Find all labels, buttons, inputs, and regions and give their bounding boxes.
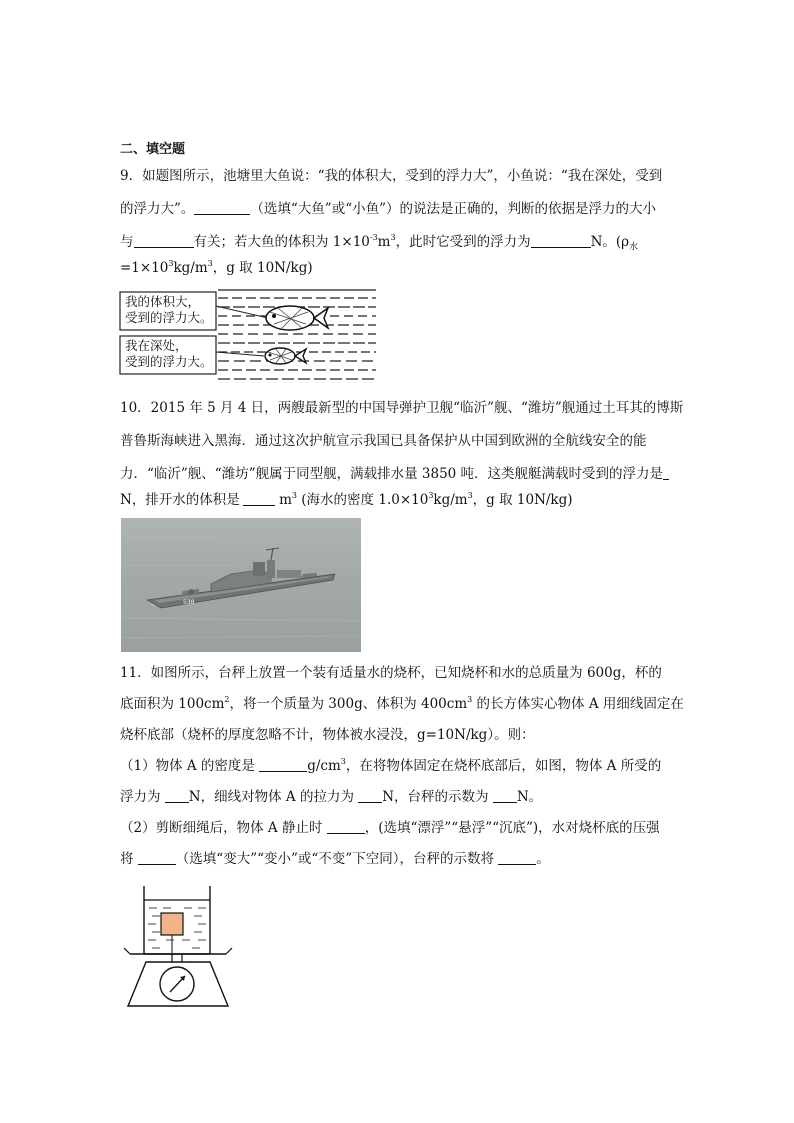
- q11-blank-7[interactable]: [498, 850, 536, 865]
- q9-blank-1[interactable]: [194, 200, 250, 215]
- big-fish-speech: 我的体积大， 受到的浮力大。: [125, 294, 213, 325]
- q10-line-3: 力．“临沂”舰、“潍坊”舰属于同型舰，满载排水量 3850 吨．这类舰艇满载时受到的浮力是: [120, 464, 669, 484]
- object-a: [161, 913, 183, 935]
- q9-line-2: 的浮力大”。 （选填“大鱼”或“小鱼”）的说法是正确的，判断的依据是浮力的大小: [120, 201, 657, 217]
- warship-photo: [121, 518, 361, 652]
- q10-blank-1[interactable]: [663, 465, 669, 480]
- fish-pond-figure: [118, 286, 380, 386]
- small-fish-icon: [265, 348, 306, 364]
- q11-line-5: 浮力为 N，细线对物体 A 的拉力为 N，台秤的示数为 N。: [120, 789, 543, 805]
- q10-line-2: 普鲁斯海峡进入黑海．通过这次护航宣示我国已具备保护从中国到欧洲的全航线安全的能: [120, 433, 647, 449]
- q10-line-4: N，排开水的体积是 $m^3$ (海水的密度 $1.0\times 10^3kg/m^3$，g 取 10N/kg): [120, 491, 573, 508]
- q11-line-7: 将 （选填“变大”“变小”或“不变”下空同），台秤的示数将 。: [120, 851, 550, 867]
- q11-line-2: 底面积为 $100cm^2$，将一个质量为 300g、体积为 $400cm^3$ 的长方体实心物体 A 用细线固定在: [120, 695, 684, 712]
- q10-line-1: 10．2015 年 5 月 4 日，两艘最新型的中国导弹护卫舰“临沂”舰、“潍坊”舰通过土耳其的博斯: [120, 400, 684, 416]
- q11-blank-5[interactable]: [327, 819, 365, 834]
- q11-blank-6[interactable]: [138, 850, 176, 865]
- section-heading: 二、填空题: [120, 142, 186, 157]
- big-fish-icon: [266, 306, 328, 330]
- q11-blank-2[interactable]: [165, 788, 189, 803]
- scale-beaker-figure: [122, 882, 234, 1010]
- q11-line-6: （2）剪断细绳后，物体 A 静止时 ，(选填“漂浮”“悬浮”“沉底”)，水对烧杯底的压强: [120, 820, 660, 836]
- q9-blank-3[interactable]: [531, 233, 591, 248]
- small-fish-speech: 我在深处， 受到的浮力大。: [125, 338, 213, 369]
- q9-blank-2[interactable]: [134, 233, 194, 248]
- q11-blank-1[interactable]: [259, 757, 307, 772]
- q9-line-4: $=1\times 10^3kg/m^3$，g 取 10N/kg): [120, 259, 313, 276]
- q10-blank-2[interactable]: [243, 491, 275, 506]
- q11-line-3: 烧杯底部（烧杯的厚度忽略不计，物体被水浸没，g=10N/kg）。则：: [120, 727, 535, 743]
- q11-blank-3[interactable]: [358, 788, 382, 803]
- q11-line-4: （1）物体 A 的密度是 $g/cm^3$，在将物体固定在烧杯底部后，如图，物体 A 所受的: [120, 757, 662, 774]
- q11-line-1: 11．如图所示，台秤上放置一个装有适量水的烧杯，已知烧杯和水的总质量为 600g，杯的: [120, 665, 662, 681]
- q9-line-1: 9．如题图所示，池塘里大鱼说：“我的体积大，受到的浮力大”，小鱼说：“我在深处，受到: [120, 168, 663, 184]
- hull-number: 538: [183, 599, 195, 606]
- q9-line-3: 与 有关；若大鱼的体积为 $1\times 10^{-3}m^3$，此时它受到的浮力为 N。($\rho_水$: [120, 233, 639, 253]
- q11-blank-4[interactable]: [493, 788, 517, 803]
